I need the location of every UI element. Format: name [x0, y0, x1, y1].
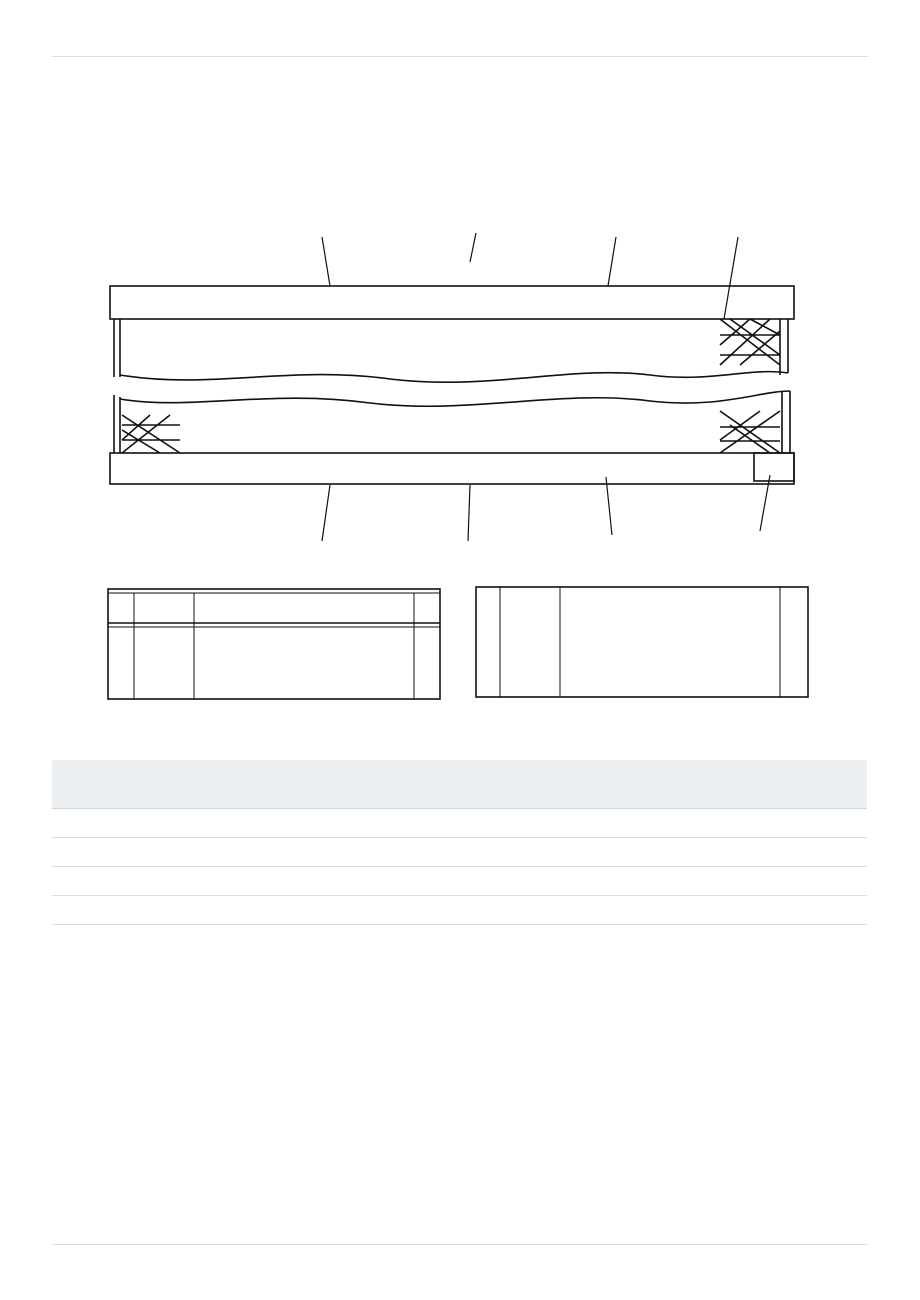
row-ref [52, 867, 106, 896]
row-part-number[interactable] [106, 838, 218, 867]
legend-left [108, 589, 440, 699]
row-description [218, 867, 693, 896]
grid-assembly-top [720, 319, 780, 365]
row-description [218, 838, 693, 867]
bottom-break-line [120, 391, 790, 406]
row-ref [52, 896, 106, 925]
row-group-page [791, 867, 867, 896]
top-manifold-bar [110, 286, 794, 319]
col-qty [693, 760, 739, 809]
page-footer [52, 1244, 868, 1275]
col-part-number [106, 760, 218, 809]
top-break-line [120, 372, 788, 383]
legend-right [476, 587, 808, 697]
row-group-page [791, 838, 867, 867]
col-description [218, 760, 693, 809]
row-description [218, 809, 693, 838]
table-row [52, 867, 867, 896]
row-ref [52, 809, 106, 838]
row-qty [693, 809, 739, 838]
strip-bracket [754, 453, 794, 481]
row-ref [52, 838, 106, 867]
table-row [52, 896, 867, 925]
row-part-number[interactable] [106, 867, 218, 896]
row-group-page [791, 809, 867, 838]
row-qty [693, 896, 739, 925]
row-qty [693, 838, 739, 867]
grid-assembly-bottom-right [720, 411, 780, 453]
row-part-number[interactable] [106, 896, 218, 925]
row-code [739, 838, 791, 867]
table-row [52, 809, 867, 838]
col-group-page [791, 760, 867, 809]
parts-table [52, 760, 867, 925]
col-code [739, 760, 791, 809]
table-row [52, 838, 867, 867]
row-group-page [791, 896, 867, 925]
row-code [739, 867, 791, 896]
grid-assembly-bottom-left [122, 415, 180, 453]
row-description [218, 896, 693, 925]
col-ref [52, 760, 106, 809]
row-qty [693, 867, 739, 896]
page-header [52, 28, 868, 57]
row-code [739, 809, 791, 838]
bottom-manifold-bar [110, 453, 794, 484]
parts-table-header [52, 760, 867, 809]
parts-drawing [90, 215, 830, 725]
row-code [739, 896, 791, 925]
row-part-number[interactable] [106, 809, 218, 838]
